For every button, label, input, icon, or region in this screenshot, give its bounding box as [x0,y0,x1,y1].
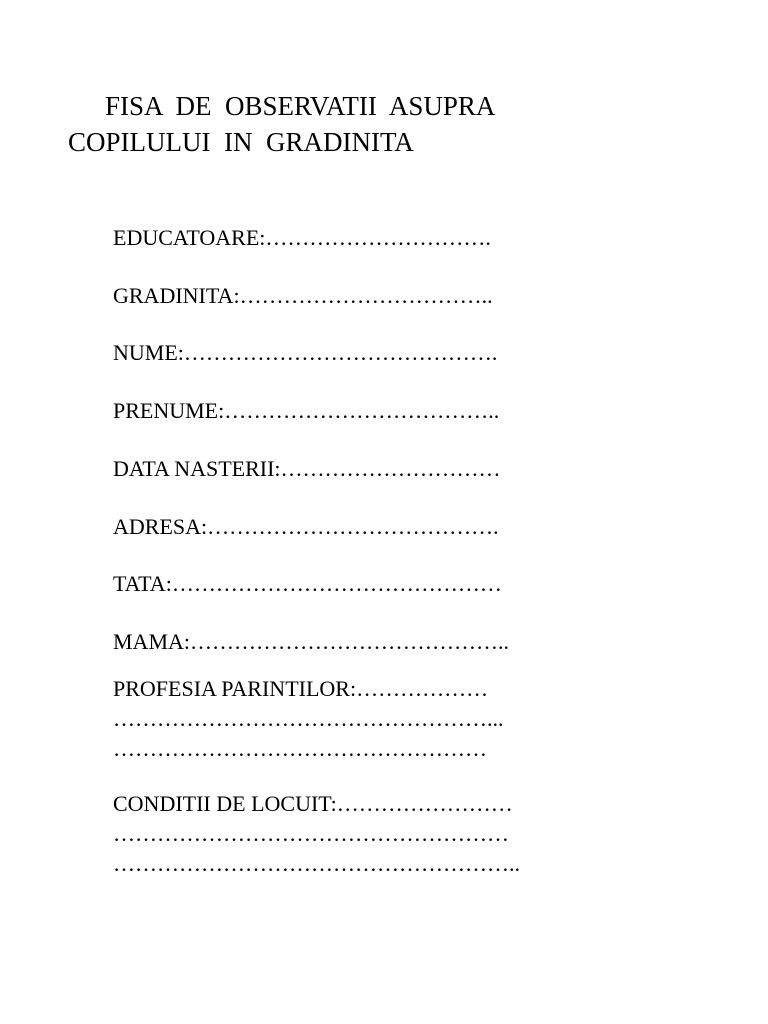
field-tata [113,570,502,598]
title-line-2: COPILULUI IN GRADINITA [68,127,414,157]
fill-in-dots: ……………………………………………… [113,821,509,846]
field-mama [113,628,509,656]
document-title [68,88,598,160]
field-conditii-de-locuit-line-3 [113,850,520,878]
field-profesia-parintilor-line-2 [113,705,504,733]
field-label: DATA NASTERII: [113,456,281,481]
fill-in-dots: …………………………….. [239,283,493,308]
field-conditii-de-locuit [113,790,513,818]
title-line-1: FISA DE OBSERVATII ASUPRA [105,91,496,121]
field-label: NUME: [113,340,184,365]
fill-in-dots: ……………………………………………... [113,706,504,731]
field-conditii-de-locuit-line-2 [113,820,509,848]
field-adresa [113,513,499,541]
field-label: TATA: [113,571,172,596]
field-label: EDUCATOARE: [113,225,266,250]
fill-in-dots: …………………… [336,791,513,816]
field-label: GRADINITA: [113,283,240,308]
fill-in-dots: ………………………… [280,456,501,481]
field-label: PROFESIA PARINTILOR: [113,676,357,701]
field-profesia-parintilor [113,675,488,703]
fill-in-dots: ……………………………………… [171,571,502,596]
field-label: ADRESA: [113,514,208,539]
fill-in-dots: ……………………………….. [224,398,500,423]
fill-in-dots: ……………… [356,676,489,701]
field-data-nasterii [113,455,501,483]
field-label: PRENUME: [113,398,225,423]
field-label: MAMA: [113,629,191,654]
fill-in-dots: …………………………………….. [190,629,510,654]
field-label: CONDITII DE LOCUIT: [113,791,337,816]
fill-in-dots: …………………………………………… [113,736,487,761]
fill-in-dots: ……………………………………. [183,340,498,365]
field-educatoare [113,224,491,252]
field-profesia-parintilor-line-3 [113,735,487,763]
field-prenume [113,397,499,425]
field-nume [113,339,497,367]
field-gradinita [113,282,493,310]
fill-in-dots: ……………………………………………….. [113,851,520,876]
fill-in-dots: …………………………. [265,225,491,250]
fill-in-dots: …………………………………. [207,514,499,539]
